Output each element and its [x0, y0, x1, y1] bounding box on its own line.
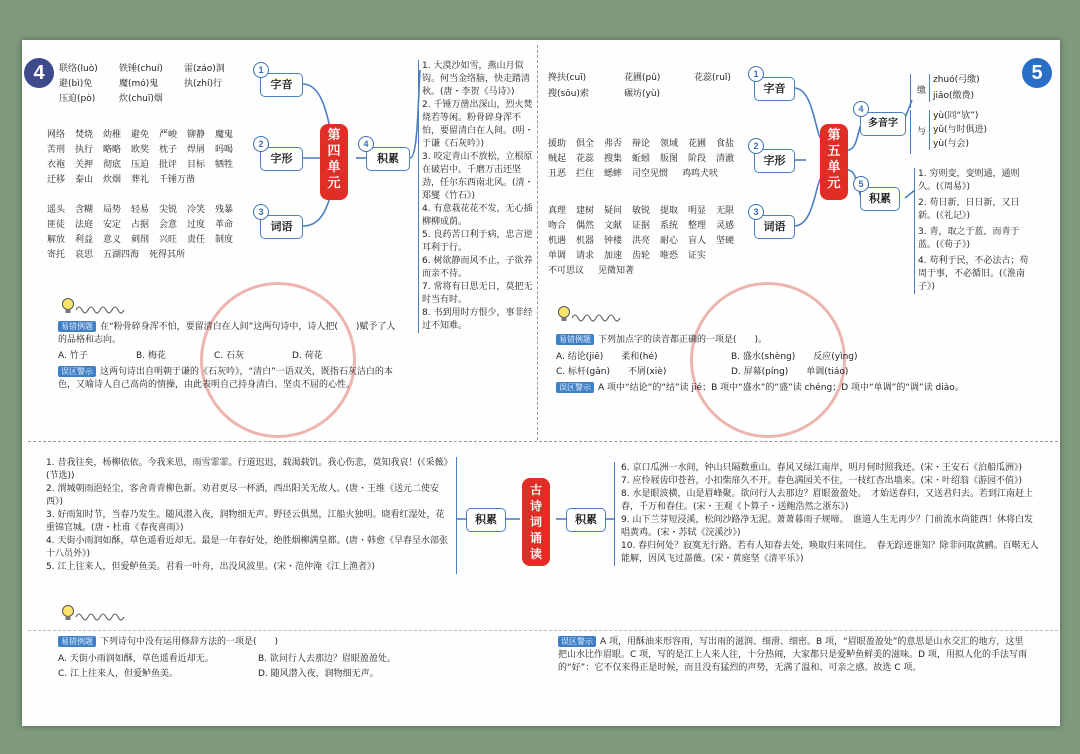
word: 疑问 [604, 206, 623, 216]
example-tag: 易错例题 [58, 636, 96, 647]
word: 五湖四海 [103, 250, 140, 260]
option: C. 标杆(gǎn) 不屑(xiè) [556, 367, 667, 377]
poem-item: 3. 好雨知时节，当春乃发生。随风潜入夜，润物细无声。野径云俱黑，江船火独明。晓看红湿处，花重锦官城。(唐・杜甫《春夜喜雨》) [46, 510, 445, 533]
word: 单调 [548, 251, 567, 261]
word: 系统 [660, 221, 679, 231]
word: 齿轮 [632, 251, 651, 261]
unit4-node-zi-yin: 字音 [260, 73, 303, 97]
ji-lei-item: 3. 青，取之于蓝，而青于蓝。(《荀子》) [918, 227, 1020, 250]
word: 铆静 [187, 130, 206, 140]
word: 清澈 [716, 154, 735, 164]
unit5-example [556, 334, 996, 395]
unit4-num-2: 2 [253, 136, 269, 152]
word: 吗喝 [215, 145, 234, 155]
word: 坚硬 [716, 236, 735, 246]
duoyinzi-reading: yù(与会) [933, 139, 970, 149]
word: 彻底 [103, 160, 122, 170]
unit4-zi-yin-block [59, 63, 225, 108]
word: 整理 [688, 221, 707, 231]
poem-item: 6. 京口瓜洲一水间，钟山只隔数重山。春风又绿江南岸，明月何时照我还。(宋・王安石《泊船瓜洲》) [621, 463, 1022, 473]
poem-item: 4. 天街小雨润如酥，草色遥看近却无。最是一年春好处，绝胜烟柳满皇都。(唐・韩愈《早春呈水部张十八员外》) [46, 536, 448, 559]
zi-yin-item: 炊(chuī)烟 [119, 94, 163, 104]
tip-text: 这两句诗出自明朝于谦的《石灰吟》，“清白”一语双关，既指石灰洁白的本色，又喻诗人自己高尚的情操，由此表明自己持身清白、坚贞不屈的心性。 [58, 367, 393, 390]
word: 焊屑 [187, 145, 206, 155]
zi-yin-item: 铁锤(chuí) [119, 64, 163, 74]
word: 加速 [604, 251, 623, 261]
unit4-node-ci-yu: 词语 [260, 215, 303, 239]
ji-lei-item: 1. 大漠沙如雪，燕山月似钩。何当金络脑，快走踏清秋。(唐・李贺《马诗》) [422, 61, 531, 97]
word: 压迫 [131, 160, 150, 170]
word: 耐心 [660, 236, 679, 246]
word: 焚烧 [75, 130, 94, 140]
word: 证据 [632, 221, 651, 231]
word: 批评 [159, 160, 178, 170]
word: 刺削 [131, 235, 150, 245]
ji-lei-item: 1. 穷则变，变则通，通则久。(《周易》) [918, 169, 1020, 192]
word: 葬礼 [131, 175, 150, 185]
option: A. 结论(jiē) 柔和(hé) [556, 352, 658, 362]
unit4-node-ji-lei: 积累 [366, 147, 410, 171]
word: 蚯蚓 [632, 154, 651, 164]
word: 领域 [660, 139, 679, 149]
word: 制度 [215, 235, 234, 245]
word: 匪徒 [47, 220, 66, 230]
example-tag: 易错例题 [58, 321, 96, 332]
ji-lei-item: 2. 苟日新，日日新，又日新。(《礼记》) [918, 198, 1020, 221]
word: 钟楼 [604, 236, 623, 246]
word: 贼起 [548, 154, 567, 164]
example-question: 下列加点字的读音都正确的一项是( )。 [598, 335, 768, 345]
zi-yin-item: 压迫(pò) [59, 94, 96, 104]
option: D. 屏幕(píng) 单调(tiáo) [731, 367, 849, 377]
word: 无限 [716, 206, 735, 216]
unit5-node-ci-yu: 词语 [754, 215, 795, 239]
word: 援助 [548, 139, 567, 149]
word: 版图 [660, 154, 679, 164]
option: C. 石灰 [214, 351, 245, 361]
page-number-left: 4 [24, 58, 54, 88]
ji-lei-item: 6. 树欲静而风不止，子欲养而亲不待。 [422, 256, 533, 279]
zi-yin-item: 搜(sōu)索 [548, 89, 589, 99]
word: 搜集 [604, 154, 623, 164]
option: C. 江上往来人，但爱鲈鱼美。 [58, 669, 179, 679]
word: 千锤万凿 [159, 175, 196, 185]
poem-item: 10. 春归何处？寂寞无行路。若有人知春去处，唤取归来同住。 春无踪迹谁知？除非问取黄鹂。百啭无人能解，因风飞过蔷薇。(宋・黄庭坚《清平乐》) [621, 541, 1039, 564]
word: 责任 [187, 235, 206, 245]
option: B. 梅花 [136, 351, 166, 361]
unit5-duoyinzi-block [910, 74, 988, 154]
unit4-node-zi-xing: 字形 [260, 147, 303, 171]
word: 灵感 [716, 221, 735, 231]
unit4-num-3: 3 [253, 204, 269, 220]
word: 执行 [75, 145, 94, 155]
word: 明显 [688, 206, 707, 216]
unit5-num-5: 5 [853, 176, 869, 192]
duoyinzi-reading: zhuó(弓缴) [933, 75, 980, 85]
duoyinzi-reading: jiǎo(缴费) [933, 91, 975, 101]
unit5-zi-yin-block [548, 72, 731, 104]
tip-tag: 误区警示 [556, 382, 594, 393]
word: 关押 [75, 160, 94, 170]
word: 苦刑 [47, 145, 66, 155]
word: 司空见惯 [632, 169, 669, 179]
example-question: 下列诗句中没有运用修辞方法的一项是( ) [100, 637, 279, 647]
poetry-left-list [46, 457, 457, 574]
zi-yin-item: 雷(záo)洞 [184, 64, 225, 74]
lightbulb-icon [556, 304, 636, 330]
word: 偶然 [576, 221, 595, 231]
word: 阶段 [688, 154, 707, 164]
unit5-zi-xing-block [548, 138, 744, 183]
word: 欧奖 [131, 145, 150, 155]
word: 牺牲 [215, 160, 234, 170]
example-tag: 易错例题 [556, 334, 594, 345]
word: 解放 [47, 235, 66, 245]
word: 机器 [576, 236, 595, 246]
option: A. 天街小雨润如酥，草色遥看近却无。 [58, 654, 214, 664]
zi-yin-item: 魔(mó)鬼 [119, 79, 159, 89]
option: D. 荷花 [292, 351, 323, 361]
word: 死得其所 [149, 250, 186, 260]
tip-tag: 误区警示 [58, 366, 96, 377]
word: 弗否 [604, 139, 623, 149]
poem-item: 2. 渭城朝雨浥轻尘，客舍青青柳色新。劝君更尽一杯酒，西出阳关无故人。(唐・王维《送元二使安西》) [46, 484, 439, 507]
word: 兴旺 [159, 235, 178, 245]
lightbulb-icon [60, 296, 140, 322]
word: 魔鬼 [215, 130, 234, 140]
word: 洪亮 [632, 236, 651, 246]
unit5-num-3: 3 [748, 204, 764, 220]
unit5-hub: 第五单元 [820, 124, 848, 200]
word: 寄托 [47, 250, 66, 260]
example-question: 在“粉骨碎身浑不怕，要留清白在人间”这两句诗中，诗人把( )赋予了人的品格和志向。 [58, 322, 396, 345]
word: 蟋蟀 [604, 169, 623, 179]
unit5-node-zi-xing: 字形 [754, 149, 795, 173]
poem-item: 8. 水是眼波横，山是眉峰聚。欲问行人去那边？眉眼盈盈处。 才始送春归，又送君归去。若到江南赶上春，千万和春住。(宋・王观《卜算子・送鲍浩然之浙东》) [621, 489, 1033, 512]
unit5-num-1: 1 [748, 66, 764, 82]
page-number-right: 5 [1022, 58, 1052, 88]
word: 鸡鸣犬吠 [682, 169, 719, 179]
word: 炊烟 [103, 175, 122, 185]
ji-lei-item: 7. 常将有日思无日，莫把无时当有时。 [422, 282, 533, 305]
word: 请求 [576, 251, 595, 261]
word: 见微知著 [598, 266, 635, 276]
word: 花蕊 [576, 154, 595, 164]
zi-yin-item: 联络(luò) [59, 64, 98, 74]
ji-lei-item: 8. 书到用时方恨少，事非经过不知难。 [422, 308, 533, 331]
word: 文献 [604, 221, 623, 231]
word: 吻合 [548, 221, 567, 231]
word: 避免 [131, 130, 150, 140]
zi-yin-item: 避(bì)免 [59, 79, 93, 89]
word: 泰山 [75, 175, 94, 185]
word: 利益 [75, 235, 94, 245]
poem-item: 1. 昔我往矣，杨柳依依。今我来思，雨雪霏霏。行道迟迟，载渴载饥。我心伤悲，莫知我哀！(《采薇》(节选)) [46, 458, 448, 481]
word: 略略 [103, 145, 122, 155]
word: 枕子 [159, 145, 178, 155]
option: B. 欲问行人去那边？眉眼盈盈处。 [258, 654, 396, 664]
duoyinzi-reading: yǔ(与时俱进) [933, 125, 988, 135]
word: 拦住 [576, 169, 595, 179]
option: D. 随风潜入夜，润物细无声。 [258, 669, 379, 679]
word: 目标 [187, 160, 206, 170]
word: 机遇 [548, 236, 567, 246]
poem-item: 9. 山下兰芽短浸溪，松间沙路净无泥。萧萧暮雨子规啼。 谁道人生无再少？门前流水尚能西！休将白发唱黄鸡。(宋・苏轼《浣溪沙》) [621, 515, 1033, 538]
poetry-tip [558, 636, 1028, 675]
word: 过度 [187, 220, 206, 230]
zi-yin-item: 花蕊(ruǐ) [694, 73, 731, 83]
word: 占据 [131, 220, 150, 230]
word: 轻易 [131, 205, 150, 215]
word: 衣袍 [47, 160, 66, 170]
word: 丑恶 [548, 169, 567, 179]
unit4-ci-yu-block [47, 204, 243, 264]
unit4-zi-xing-block [47, 129, 243, 189]
lightbulb-icon [60, 603, 140, 629]
word: 法庭 [75, 220, 94, 230]
word: 冷笑 [187, 205, 206, 215]
duoyinzi-char: 缴 [917, 86, 927, 96]
word: 严峻 [159, 130, 178, 140]
tip-text: A 项，用酥油来形容雨，写出雨的滋润、细滑、细密。B 项，“眉眼盈盈处”的意思是山水交汇的地方，这里把山水比作眉眼。C 项，写的是江上人来人往，十分热闹，大家都只是爱鲈鱼鲜美的滋味。D 项，用拟人化的手法写雨的“好”：它不仅来得正是时候，而且没有猛烈的声势，无满了温和、可亲之感。故选 C 项。 [558, 637, 1027, 673]
option: B. 盛水(shèng) 反应(yìng) [731, 352, 858, 362]
poetry-example [58, 636, 478, 681]
unit4-num-4: 4 [358, 136, 374, 152]
zi-yin-item: 执(zhí)行 [184, 79, 222, 89]
unit5-num-2: 2 [748, 138, 764, 154]
unit5-node-duoyinzi: 多音字 [860, 112, 906, 136]
ji-lei-item: 2. 千锤万凿出深山，烈火焚烧若等闲。粉骨碎身浑不怕，要留清白在人间。(明・于谦《石灰吟》) [422, 100, 534, 149]
ji-lei-item: 4. 有意栽花花不发，无心插柳柳成荫。 [422, 204, 533, 227]
word: 证实 [688, 251, 707, 261]
ji-lei-item: 3. 咬定青山不放松，立根原在破岩中。千磨万击还坚劲，任尔东西南北风。(清・郑燮《竹石》) [422, 152, 534, 201]
word: 会意 [159, 220, 178, 230]
poetry-right-list [614, 462, 1041, 566]
poetry-node-left: 积累 [466, 508, 506, 532]
word: 遥头 [47, 205, 66, 215]
unit4-num-1: 1 [253, 62, 269, 78]
ji-lei-item: 5. 良药苦口利于病，忠言逆耳利于行。 [422, 230, 533, 253]
word: 提取 [660, 206, 679, 216]
word: 尖锐 [159, 205, 178, 215]
unit4-ji-lei-list [418, 60, 534, 333]
tip-text: A 项中“结论”的“结”读 jié；B 项中“盛水”的“盛”读 chéng；D 项中“单调”的“调”读 diào。 [598, 383, 964, 393]
zi-yin-item: 搀扶(cuī) [548, 73, 587, 83]
poem-item: 5. 江上往来人，但爱鲈鱼美。君看一叶舟，出没风波里。(宋・范仲淹《江上渔者》) [46, 562, 375, 572]
unit4-hub: 第四单元 [320, 124, 348, 200]
word: 花圃 [688, 139, 707, 149]
ji-lei-item: 4. 苟利于民，不必法古；苟周于事，不必循旧。(《淮南子》) [918, 256, 1029, 292]
poetry-hub: 古诗词诵读 [522, 478, 550, 566]
poem-item: 7. 应怜屐齿印苍苔，小扣柴扉久不开。春色满园关不住，一枝红杏出墙来。(宋・叶绍翁《游园不值》) [621, 476, 1022, 486]
zi-yin-item: 碾坊(yù) [624, 89, 661, 99]
word: 建树 [576, 206, 595, 216]
word: 残暴 [215, 205, 234, 215]
word: 盲人 [688, 236, 707, 246]
zi-yin-item: 花圃(pǔ) [624, 73, 661, 83]
word: 俱全 [576, 139, 595, 149]
word: 迁移 [47, 175, 66, 185]
word: 哀思 [75, 250, 94, 260]
tip-tag: 误区警示 [558, 636, 596, 647]
word: 辩论 [632, 139, 651, 149]
word: 敏锐 [632, 206, 651, 216]
unit5-num-4: 4 [853, 101, 869, 117]
word: 网络 [47, 130, 66, 140]
poetry-node-right: 积累 [566, 508, 606, 532]
word: 不可思议 [548, 266, 585, 276]
word: 食盐 [716, 139, 735, 149]
word: 意义 [103, 235, 122, 245]
unit5-ji-lei-list [914, 168, 1034, 294]
unit4-example [58, 321, 403, 392]
unit5-node-ji-lei: 积累 [860, 187, 900, 211]
option: A. 竹子 [58, 351, 88, 361]
duoyinzi-char: 与 [917, 127, 927, 137]
word: 安定 [103, 220, 122, 230]
unit5-ci-yu-block [548, 205, 744, 280]
word: 革命 [215, 220, 234, 230]
word: 局势 [103, 205, 122, 215]
word: 含糊 [75, 205, 94, 215]
word: 唯恐 [660, 251, 679, 261]
word: 幼稚 [103, 130, 122, 140]
duoyinzi-reading: yù(同“欤”) [933, 111, 979, 121]
word: 真理 [548, 206, 567, 216]
unit5-node-zi-yin: 字音 [754, 77, 795, 101]
